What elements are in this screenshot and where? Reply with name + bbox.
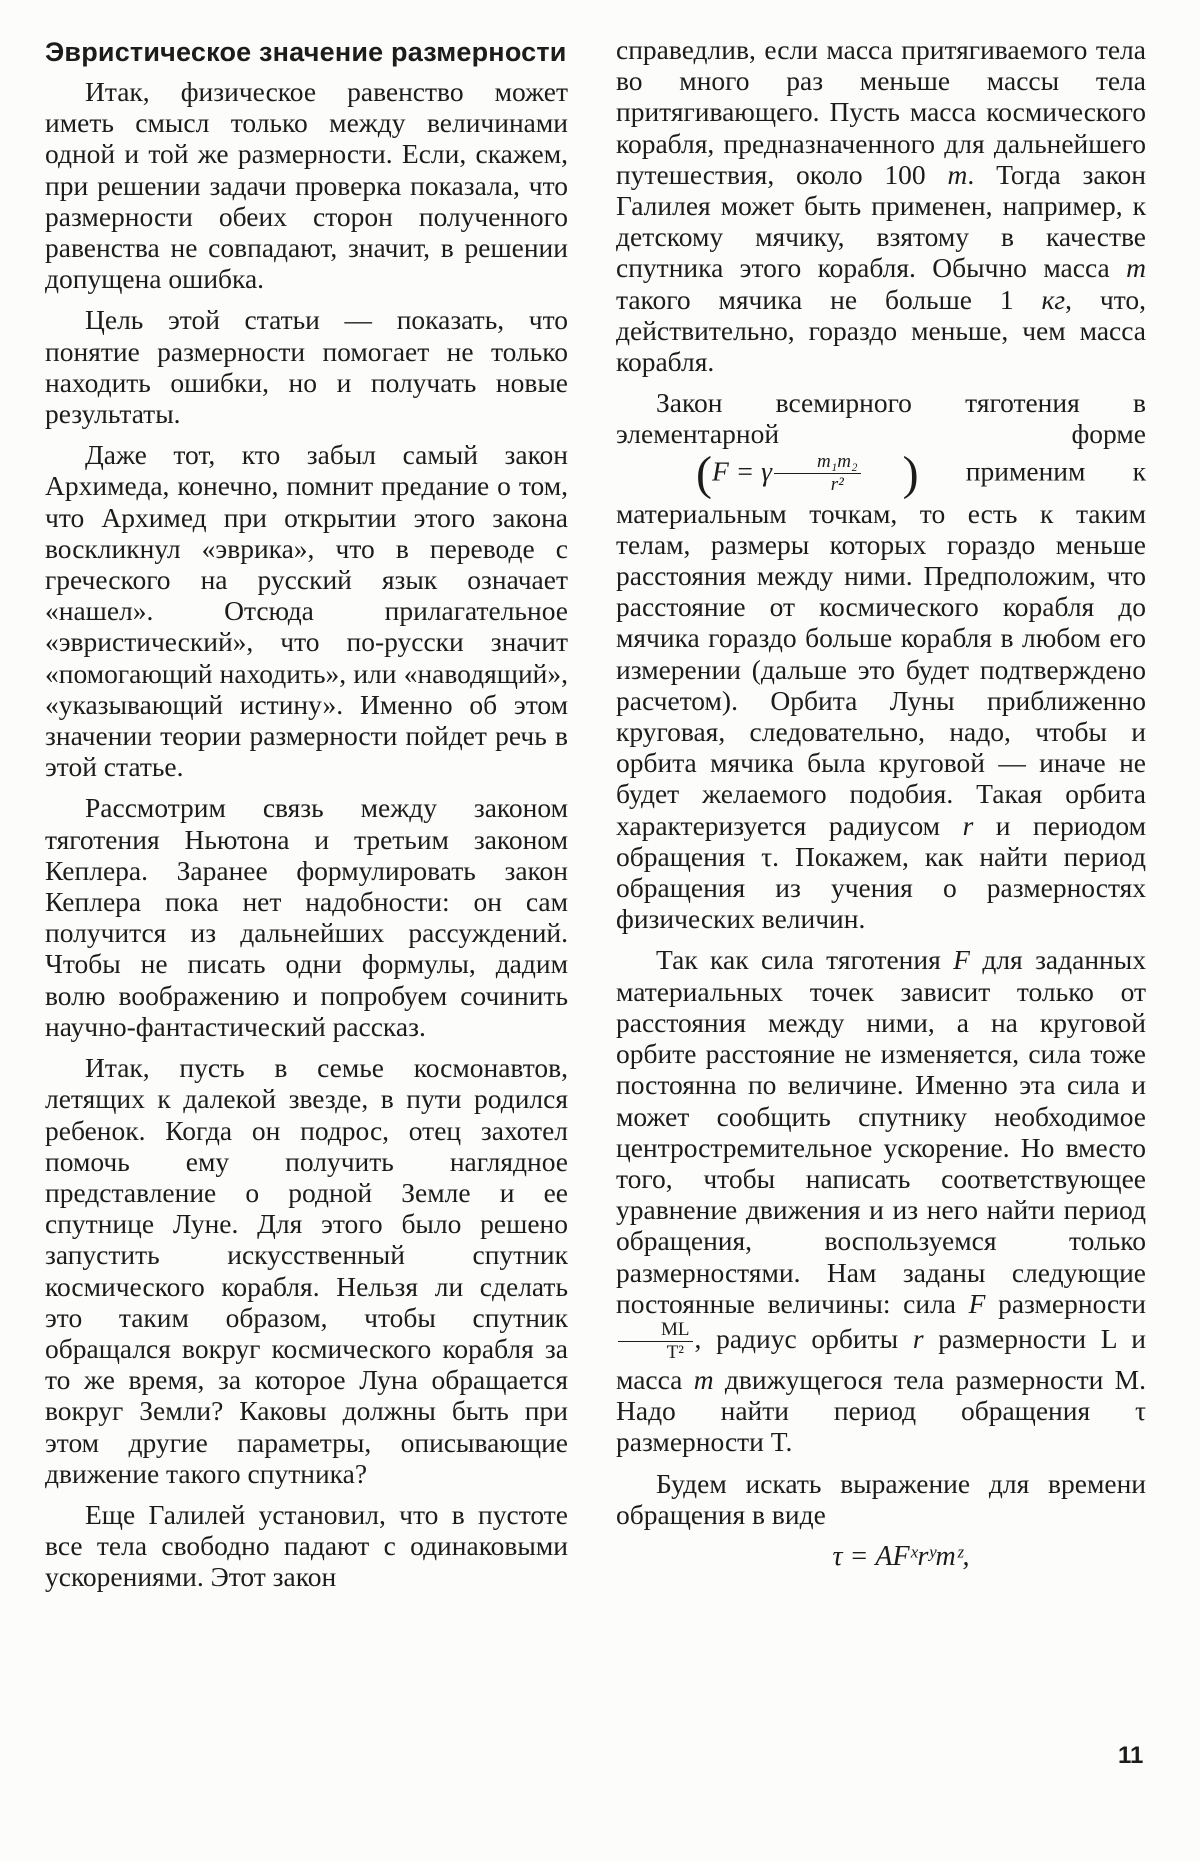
left-column (45, 34, 568, 1603)
paragraph-1: Итак, физическое равенство может иметь смысл только между величинами одной и той же размерности. Если, скажем, при решении задачи проверка показала, что размерности обеих сторон полученного равенства не совпадают, значит, в решении допущена ошибка. (45, 76, 568, 295)
section-heading: Эвристическое значение размерности (45, 37, 567, 67)
page-number: 11 (1118, 1742, 1144, 1769)
paragraph-3: Даже тот, кто забыл самый закон Архимеда, конечно, помнит предание о том, что Архимед при открытии этого закона воскликнул «эврика», что в переводе с греческого на русский язык означает «нашел». Отсюда прилагательное «эвристический», что по-русски значит «помогающий находить», или «наводящий», «указывающий истину». Именно об этом значении теории размерности пойдет речь в этой статье. (45, 439, 568, 783)
paragraph-6: Еще Галилей установил, что в пустоте все тела свободно падают с одинаковыми ускорениями. Этот закон (45, 1498, 568, 1593)
gravity-formula: (F = γ $\frac{\text{m₁m₂}}{\text{r²}}$ ) (696, 446, 919, 500)
paragraph-9: Так как сила тяготения F для заданных материальных точек зависит только от расстояния между ними, а на круговой орбите расстояние не изменяется, сила тоже постоянна по величине. Именно эта сила и может сообщить спутнику необходимое центростремительное ускорение. Но вместо того, чтобы написать соответствующее уравнение движения и из него найти период обращения, воспользуемся только размерностями. Нам заданы следующие постоянные величины: сила F размерности $\frac{ML}{\text{T²}}$ , радиус орбиты r размерности L и масса m движущегося тела размерности M. Надо найти период обращения τ размерности T. (616, 944, 1146, 1458)
period-equation: τ = AFˣrʸmᶻ, (832, 1540, 970, 1572)
dimension-fraction: $\frac{ML}{\text{T²}}$ (618, 1319, 693, 1364)
paragraph-8: Закон всемирного тяготения в элементарной форме (F = γ $\frac{\text{m₁m₂}}{\text{r²}}$ ) применим к материальным точкам, то есть к таким телам, размеры которых гораздо меньше расстояния между ними. Предположим, что расстояние от космического корабля до мячика гораздо больше корабля в любом его измерении (дальше это будет подтверждено расчетом). Орбита Луны приближенно круговая, следовательно, надо, чтобы и орбита мячика была круговой — иначе не будет желаемого подобия. Такая орбита характеризуется радиусом r и периодом обращения τ. Покажем, как найти период обращения из учения о размерностях физических величин. (616, 387, 1146, 935)
paragraph-4: Рассмотрим связь между законом тяготения Ньютона и третьим законом Кеплера. Заранее формулировать закон Кеплера пока нет надобности: он сам получится из дальнейших рассуждений. Чтобы не писать одни формулы, дадим волю воображению и попробуем сочинить научно-фантастический рассказ. (45, 792, 568, 1042)
right-column (616, 34, 1146, 1574)
paragraph-2: Цель этой статьи — показать, что понятие размерности помогает не только находить ошибки, но и получать новые результаты. (45, 304, 568, 430)
paragraph-7: справедлив, если масса притягиваемого тела во много раз меньше массы тела притягивающего. Пусть масса космического корабля, предназначенного для дальнейшего путешествия, около 100 т. Тогда закон Галилея может быть применен, например, к детскому мячику, взятому в качестве спутника этого корабля. Обычно масса m такого мячика не больше 1 кг, что, действительно, гораздо меньше, чем масса корабля. (616, 34, 1147, 378)
paragraph-5: Итак, пусть в семье космонавтов, летящих к далекой звезде, в пути родился ребенок. Когда он подрос, отец захотел помочь ему получить наглядное представление о родной Земле и ее спутнице Луне. Для этого было решено запустить искусственный спутник космического корабля. Нельзя ли сделать это таким образом, чтобы спутник обращался вокруг космического корабля за то же время, за которое Луна обращается вокруг Земли? Каковы должны быть при этом другие параметры, описывающие движение такого спутника? (45, 1052, 568, 1489)
paragraph-10: Будем искать выражение для времени обращения в виде (616, 1467, 1146, 1530)
